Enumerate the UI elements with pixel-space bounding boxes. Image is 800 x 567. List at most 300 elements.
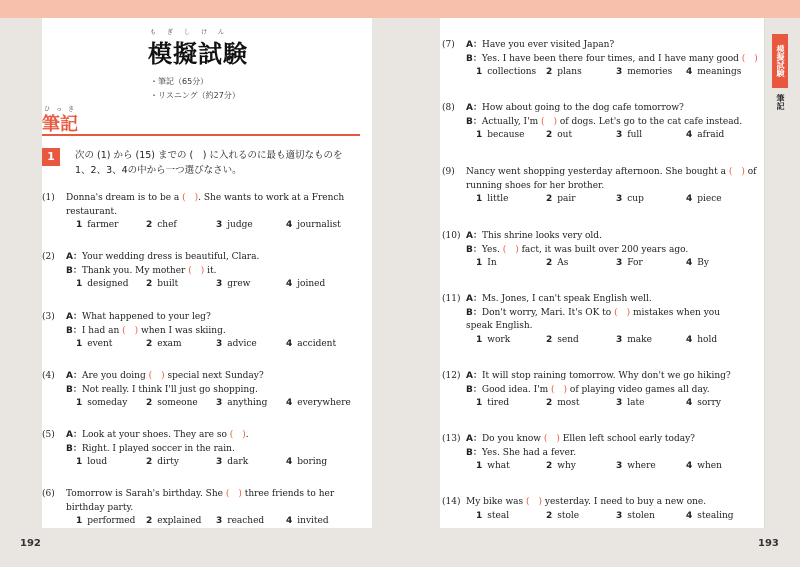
choice-number: 3 — [216, 339, 223, 349]
choice-number: 3 — [616, 194, 623, 204]
question-body — [466, 166, 756, 207]
choice-number: 1 — [476, 334, 483, 345]
answer-blank[interactable]: ( ) — [182, 193, 199, 203]
choice-text: advice — [227, 339, 257, 349]
choice-text: For — [627, 258, 643, 268]
choice-2[interactable] — [146, 278, 178, 292]
choice-list — [466, 460, 722, 474]
choice-text: most — [557, 398, 580, 408]
question-line — [66, 325, 226, 339]
question-number: (2) — [42, 252, 55, 262]
question-number: (7) — [442, 40, 455, 50]
choice-number: 2 — [146, 279, 153, 289]
question-line — [466, 180, 756, 194]
question-number: (6) — [42, 489, 55, 499]
choice-1[interactable] — [476, 510, 509, 524]
question-text: Nancy went shopping yesterday afternoon. She bought a — [466, 167, 729, 177]
choice-4[interactable] — [686, 397, 721, 411]
question-tail: three friends to her — [241, 489, 335, 499]
page-number-right: 193 — [758, 538, 779, 549]
choice-text: make — [627, 334, 652, 345]
question-tail: . She wants to work at a French — [198, 193, 345, 203]
question-number: (4) — [42, 371, 55, 381]
choice-text: where — [627, 461, 656, 471]
choice-1[interactable] — [476, 193, 508, 207]
choice-2[interactable] — [546, 334, 579, 348]
question-line — [466, 244, 688, 258]
question-line — [66, 265, 259, 279]
choice-text: journalist — [297, 220, 341, 230]
question-text: How about going to the dog cafe tomorrow? — [481, 103, 684, 113]
answer-blank[interactable]: ( ) — [728, 167, 745, 177]
choice-number: 2 — [146, 339, 153, 349]
choice-list — [466, 257, 709, 271]
choice-number: 1 — [76, 220, 83, 230]
choice-list — [466, 193, 756, 207]
question-tail: fact, it was built over 200 years ago. — [518, 244, 689, 255]
choice-4[interactable] — [286, 219, 341, 233]
section-header — [42, 110, 360, 136]
instruction-line-2: 1、2、3、4の中から一つ選びなさい。 — [75, 165, 242, 176]
answer-blank[interactable]: ( ) — [148, 371, 165, 381]
choice-text: afraid — [697, 130, 725, 140]
choice-number: 3 — [616, 67, 623, 77]
answer-blank[interactable]: ( ) — [741, 53, 758, 64]
section-ruby: ひっき — [44, 106, 81, 113]
choice-2[interactable] — [546, 397, 579, 411]
choice-4[interactable] — [686, 334, 717, 348]
question-speaker: B： — [466, 384, 482, 395]
choice-text: judge — [227, 220, 253, 230]
answer-blank[interactable]: ( ) — [229, 430, 246, 440]
choice-text: pair — [557, 194, 576, 204]
choice-4[interactable] — [286, 397, 351, 411]
question-number: (12) — [442, 371, 461, 381]
choice-text: piece — [697, 194, 722, 204]
question-line — [66, 206, 344, 220]
choice-text: out — [557, 130, 573, 140]
choice-list — [466, 129, 742, 143]
choice-number: 3 — [616, 130, 623, 140]
question-text: Donna's dream is to be a — [66, 193, 183, 203]
question-text: Have you ever visited Japan? — [481, 40, 615, 50]
question-text: Don't worry, Mari. It's OK to — [481, 307, 615, 318]
answer-blank[interactable]: ( ) — [188, 265, 205, 276]
question-line — [66, 311, 226, 325]
choice-text: cup — [627, 194, 644, 204]
choice-text: farmer — [87, 220, 119, 230]
choice-number: 1 — [476, 67, 483, 77]
choice-4[interactable] — [686, 257, 709, 271]
question-line — [66, 384, 264, 398]
choice-number: 3 — [216, 516, 223, 526]
choice-text: why — [557, 461, 576, 471]
question-line — [466, 433, 695, 447]
question-number: (14) — [442, 497, 461, 507]
choice-text: someone — [157, 398, 198, 408]
question-text: Yes. She had a fever. — [481, 447, 577, 458]
question-speaker: A： — [66, 371, 82, 381]
question-speaker: B： — [466, 116, 482, 127]
choice-number: 2 — [546, 510, 553, 521]
choice-1[interactable] — [476, 334, 510, 348]
choice-3[interactable] — [616, 510, 655, 524]
choice-number: 1 — [476, 461, 483, 471]
question-line — [66, 192, 344, 206]
question-body — [466, 433, 722, 474]
choice-number: 1 — [476, 258, 483, 268]
choice-number: 4 — [286, 457, 293, 467]
choice-number: 1 — [76, 457, 83, 467]
choice-1[interactable] — [76, 338, 112, 352]
choice-3[interactable] — [216, 397, 267, 411]
question-speaker: B： — [66, 265, 82, 276]
choice-3[interactable] — [616, 129, 642, 143]
question-line — [466, 320, 720, 334]
choice-text: joined — [297, 279, 326, 289]
question-tail: special next Sunday? — [164, 371, 264, 381]
question-line — [466, 496, 706, 510]
choice-text: exam — [157, 339, 182, 349]
choice-1[interactable] — [476, 66, 536, 80]
question-line — [466, 370, 731, 384]
question-tail: of dogs. Let's go to the cat cafe instead. — [557, 116, 743, 127]
question-text: Yes. — [481, 244, 503, 255]
page-number-left: 192 — [20, 538, 41, 549]
question-text: restaurant. — [66, 206, 117, 217]
choice-2[interactable] — [146, 397, 198, 411]
choice-4[interactable] — [286, 515, 329, 529]
question-body — [466, 102, 742, 143]
question-line — [466, 102, 742, 116]
choice-text: In — [487, 258, 497, 268]
question-text: Your wedding dress is beautiful, Clara. — [81, 252, 260, 262]
choice-3[interactable] — [216, 278, 250, 292]
choice-number: 3 — [216, 279, 223, 289]
question-number: (1) — [42, 193, 55, 203]
question-text: running shoes for her brother. — [466, 180, 605, 191]
choice-number: 2 — [546, 258, 553, 268]
choice-list — [66, 515, 334, 529]
question-speaker: B： — [466, 53, 482, 64]
choice-number: 1 — [476, 510, 483, 521]
choice-3[interactable] — [616, 334, 652, 348]
choice-list — [466, 334, 720, 348]
choice-4[interactable] — [686, 460, 722, 474]
choice-text: stole — [557, 510, 580, 521]
question-text: Do you know — [481, 434, 544, 444]
question-text: birthday party. — [66, 502, 134, 513]
choice-4[interactable] — [286, 278, 325, 292]
choice-2[interactable] — [546, 510, 579, 524]
choice-list — [66, 456, 328, 470]
question-line — [466, 293, 720, 307]
part-number-badge: 1 — [42, 148, 60, 166]
choice-text: hold — [697, 334, 718, 345]
choice-number: 3 — [616, 461, 623, 471]
page-edge — [764, 18, 765, 528]
choice-text: send — [557, 334, 579, 345]
question-line — [466, 116, 742, 130]
question-text: Thank you. My mother — [81, 265, 189, 276]
question-line — [66, 370, 264, 384]
choice-number: 1 — [76, 339, 83, 349]
question-text: Not really. I think I'll just go shopping. — [81, 384, 258, 395]
choice-text: someday — [87, 398, 128, 408]
instruction-line-1: 次の (1) から (15) までの ( ) に入れるのに最も適切なものを — [75, 150, 343, 161]
question-tail: . — [245, 430, 249, 440]
choice-text: stolen — [627, 510, 655, 521]
choice-text: collections — [487, 67, 537, 77]
question-body — [66, 192, 344, 233]
choice-text: event — [87, 339, 113, 349]
choice-number: 4 — [286, 516, 293, 526]
question-tail: of playing video games all day. — [567, 384, 710, 395]
choice-number: 2 — [546, 461, 553, 471]
choice-4[interactable] — [686, 510, 734, 524]
answer-blank[interactable]: ( ) — [225, 489, 242, 499]
choice-number: 4 — [286, 220, 293, 230]
choice-3[interactable] — [616, 397, 644, 411]
meta-item-writing: ・筆記（65分） — [150, 77, 209, 86]
question-line — [466, 166, 756, 180]
choice-number: 1 — [476, 194, 483, 204]
question-body — [66, 251, 326, 292]
choice-text: late — [627, 398, 645, 408]
question-body — [466, 230, 709, 271]
choice-number: 2 — [546, 130, 553, 140]
question-speaker: A： — [466, 103, 482, 113]
choice-number: 2 — [146, 516, 153, 526]
choice-1[interactable] — [76, 219, 118, 233]
choice-number: 4 — [286, 398, 293, 408]
choice-text: full — [627, 130, 643, 140]
choice-list — [466, 66, 758, 80]
question-number: (8) — [442, 103, 455, 113]
choice-text: what — [487, 461, 510, 471]
choice-list — [66, 397, 351, 411]
choice-3[interactable] — [216, 456, 248, 470]
choice-2[interactable] — [146, 338, 182, 352]
question-speaker: B： — [466, 307, 482, 318]
choice-1[interactable] — [76, 515, 135, 529]
choice-4[interactable] — [286, 338, 336, 352]
question-tail: yesterday. I need to buy a new one. — [542, 497, 707, 507]
choice-text: chef — [157, 220, 177, 230]
meta-item-listening: ・リスニング（約27分） — [150, 91, 240, 100]
question-tail: when I was skiing. — [138, 325, 226, 336]
choice-1[interactable] — [76, 397, 127, 411]
choice-number: 4 — [286, 279, 293, 289]
side-tab-exam: 模擬試験 — [772, 34, 788, 88]
choice-text: dirty — [157, 457, 179, 467]
question-speaker: A： — [466, 434, 482, 444]
choice-number: 1 — [476, 398, 483, 408]
question-tail: mistakes when you — [630, 307, 721, 318]
part-instruction — [75, 148, 365, 178]
choice-list — [66, 219, 344, 233]
choice-text: performed — [87, 516, 136, 526]
question-line — [466, 447, 695, 461]
question-speaker: B： — [66, 443, 82, 454]
question-speaker: B： — [66, 325, 82, 336]
choice-text: As — [557, 258, 569, 268]
choice-number: 1 — [76, 279, 83, 289]
choice-1[interactable] — [476, 257, 497, 271]
choice-text: designed — [87, 279, 129, 289]
question-line — [466, 307, 720, 321]
choice-2[interactable] — [546, 257, 568, 271]
choice-number: 3 — [216, 457, 223, 467]
question-line — [66, 502, 334, 516]
choice-number: 3 — [616, 334, 623, 345]
choice-number: 3 — [216, 220, 223, 230]
choice-number: 4 — [686, 130, 693, 140]
question-body — [66, 311, 337, 352]
question-speaker: B： — [466, 244, 482, 255]
question-text: My bike was — [466, 497, 526, 507]
choice-2[interactable] — [546, 193, 576, 207]
question-body — [66, 488, 334, 529]
answer-blank[interactable]: ( ) — [122, 325, 139, 336]
choice-list — [466, 397, 731, 411]
answer-blank[interactable]: ( ) — [543, 434, 560, 444]
question-number: (3) — [42, 312, 55, 322]
question-speaker: A： — [466, 294, 482, 304]
choice-number: 1 — [76, 516, 83, 526]
question-text: I had an — [81, 325, 123, 336]
question-text: What happened to your leg? — [81, 312, 211, 322]
choice-1[interactable] — [476, 397, 509, 411]
choice-2[interactable] — [546, 460, 576, 474]
choice-4[interactable] — [686, 129, 724, 143]
choice-2[interactable] — [546, 129, 572, 143]
answer-blank[interactable]: ( ) — [526, 497, 543, 507]
question-line — [466, 53, 758, 67]
choice-text: memories — [627, 67, 673, 77]
question-speaker: A： — [66, 312, 82, 322]
question-speaker: A： — [66, 430, 82, 440]
answer-blank[interactable]: ( ) — [614, 307, 631, 318]
question-speaker: B： — [466, 447, 482, 458]
question-number: (13) — [442, 434, 461, 444]
choice-number: 3 — [616, 398, 623, 408]
question-speaker: A： — [466, 371, 482, 381]
choice-1[interactable] — [76, 278, 129, 292]
question-text: Look at your shoes. They are so — [81, 430, 230, 440]
question-text: Tomorrow is Sarah's birthday. She — [66, 489, 226, 499]
question-body — [466, 496, 734, 524]
answer-blank[interactable]: ( ) — [541, 116, 558, 127]
choice-1[interactable] — [476, 129, 525, 143]
question-text: speak English. — [466, 321, 533, 331]
choice-number: 4 — [686, 334, 693, 345]
choice-text: because — [487, 130, 525, 140]
choice-text: dark — [227, 457, 249, 467]
question-body — [66, 429, 328, 470]
choice-3[interactable] — [216, 338, 257, 352]
question-text: Good idea. I'm — [481, 384, 552, 395]
choice-3[interactable] — [216, 219, 253, 233]
choice-3[interactable] — [216, 515, 264, 529]
choice-1[interactable] — [76, 456, 107, 470]
question-number: (5) — [42, 430, 55, 440]
question-body — [466, 370, 731, 411]
choice-number: 4 — [686, 398, 693, 408]
question-text: Yes. I have been there four times, and I have many good — [481, 53, 742, 64]
choice-text: tired — [487, 398, 510, 408]
choice-4[interactable] — [686, 66, 741, 80]
choice-3[interactable] — [616, 193, 644, 207]
choice-number: 2 — [146, 398, 153, 408]
choice-text: boring — [297, 457, 328, 467]
question-line — [466, 230, 688, 244]
question-number: (10) — [442, 231, 461, 241]
question-text: It will stop raining tomorrow. Why don't we go hiking? — [481, 371, 731, 381]
answer-blank[interactable]: ( ) — [502, 244, 519, 255]
choice-text: work — [487, 334, 511, 345]
question-tail: of — [744, 167, 757, 177]
choice-text: reached — [227, 516, 265, 526]
question-body — [466, 293, 720, 348]
choice-number: 2 — [146, 457, 153, 467]
choice-list — [466, 510, 734, 524]
choice-3[interactable] — [616, 257, 643, 271]
choice-text: everywhere — [297, 398, 351, 408]
question-number: (9) — [442, 167, 455, 177]
choice-number: 4 — [686, 67, 693, 77]
choice-2[interactable] — [146, 515, 201, 529]
choice-number: 4 — [686, 461, 693, 471]
choice-2[interactable] — [146, 456, 179, 470]
choice-text: invited — [297, 516, 329, 526]
choice-text: accident — [297, 339, 337, 349]
choice-3[interactable] — [616, 66, 672, 80]
answer-blank[interactable]: ( ) — [551, 384, 568, 395]
choice-2[interactable] — [546, 66, 582, 80]
question-line — [66, 429, 249, 443]
choice-3[interactable] — [616, 460, 656, 474]
choice-number: 4 — [686, 510, 693, 521]
question-text: Actually, I'm — [481, 116, 541, 127]
question-line — [466, 384, 731, 398]
side-tab-writing: 筆記 — [776, 94, 785, 110]
question-line — [66, 443, 249, 457]
choice-list — [66, 338, 337, 352]
choice-2[interactable] — [146, 219, 177, 233]
choice-list — [66, 278, 326, 292]
choice-4[interactable] — [286, 456, 327, 470]
question-line — [66, 251, 259, 265]
choice-text: grew — [227, 279, 251, 289]
question-body — [66, 370, 351, 411]
choice-1[interactable] — [476, 460, 510, 474]
choice-text: when — [697, 461, 722, 471]
choice-number: 1 — [476, 130, 483, 140]
choice-number: 2 — [146, 220, 153, 230]
section-title: 筆記 — [42, 114, 78, 135]
choice-text: anything — [227, 398, 268, 408]
question-line — [466, 39, 758, 53]
choice-number: 3 — [216, 398, 223, 408]
choice-4[interactable] — [686, 193, 722, 207]
choice-text: explained — [157, 516, 202, 526]
question-speaker: B： — [66, 384, 82, 395]
choice-number: 4 — [686, 194, 693, 204]
choice-text: By — [697, 258, 709, 268]
choice-number: 4 — [686, 258, 693, 268]
question-speaker: A： — [66, 252, 82, 262]
